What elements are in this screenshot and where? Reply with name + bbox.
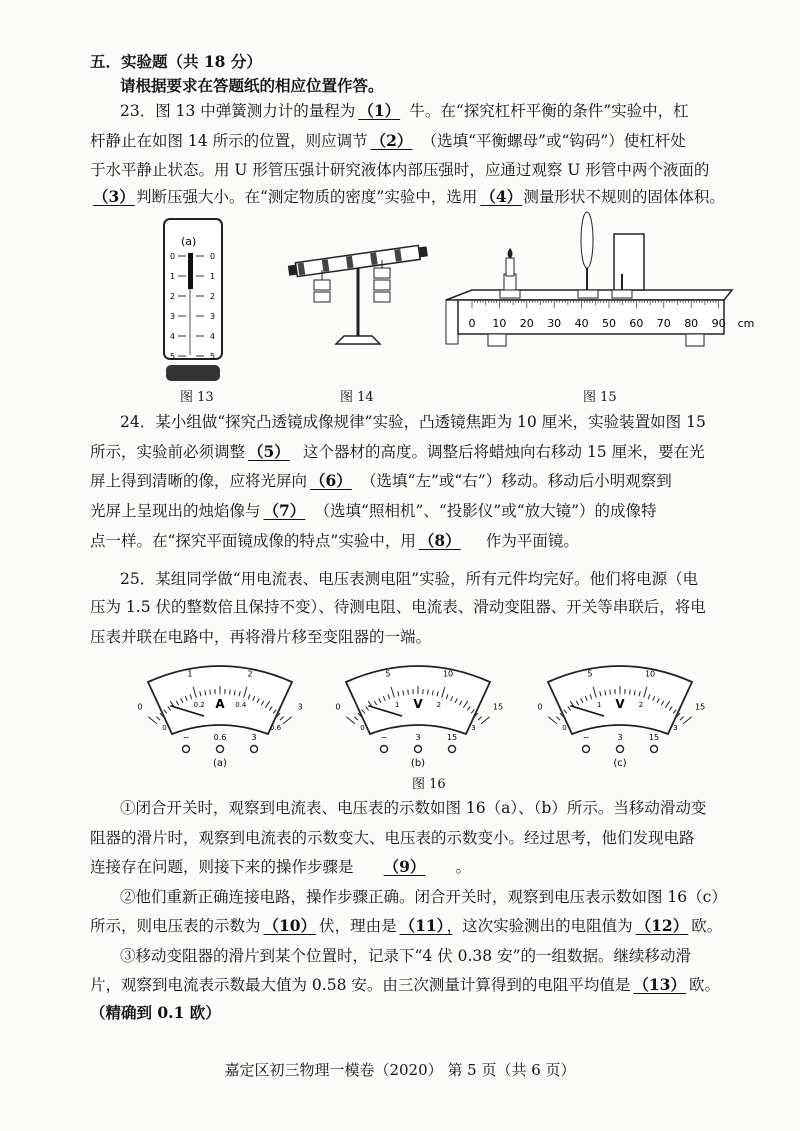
bench-scale-label: 20 xyxy=(519,317,534,330)
meter-bottom-tick: 0.6 xyxy=(269,724,282,733)
meter-bottom-tick: 0 xyxy=(562,724,567,733)
meter-bottom-tick: 3 xyxy=(673,724,678,733)
spring-scale-tick-right: 5 xyxy=(210,352,216,361)
meter-bottom-tick: 0.4 xyxy=(235,701,247,710)
bench-scale-label: 30 xyxy=(547,317,562,330)
q25-text: 连接存在问题，则接下来的操作步骤是 xyxy=(90,858,354,876)
meter-bottom-tick: 1 xyxy=(394,701,400,710)
q24-line-1: 24．某小组做“探究凸透镜成像规律”实验，凸透镜焦距为 10 厘米，实验装置如图 15 xyxy=(120,413,706,431)
q25-line-2: 压为 1.5 伏的整数倍且保持不变）、待测电阻、电流表、滑动变阻器、开关等串联后，将电 xyxy=(90,598,706,616)
bench-scale-label: 10 xyxy=(492,317,507,330)
meter-a-ammeter xyxy=(137,656,303,769)
q23-text: 杆静止在如图 14 所示的位置，则应调节 xyxy=(90,132,368,150)
q24-text: 作为平面镜。 xyxy=(485,532,579,550)
page-footer: 嘉定区初三物理一模卷（2020） 第 5 页（共 6 页） xyxy=(224,1061,576,1079)
q23-text: 23．图 13 中弹簧测力计的量程为 xyxy=(120,102,356,120)
meter-terminal-label: 3 xyxy=(251,733,257,742)
spring-scale-tick-left: 3 xyxy=(170,312,176,321)
meter-top-tick: 2 xyxy=(247,669,253,679)
q24-text: 点一样。在“探究平面镜成像的特点”实验中，用 xyxy=(90,532,416,550)
figure-13-label: (a) xyxy=(181,235,197,248)
q24-text: 光屏上呈现出的烛焰像与 xyxy=(90,502,261,520)
blank-6: （6） xyxy=(310,471,352,490)
q23-text: 测量形状不规则的固体体积。 xyxy=(523,188,725,206)
meter-bottom-tick: 3 xyxy=(471,724,476,733)
blank-13: （13） xyxy=(633,975,686,994)
meter-label: (a) xyxy=(213,758,227,769)
section-instruction: 请根据要求在答题纸的相应位置作答。 xyxy=(120,76,384,95)
q24-text: 所示，实验前必须调整 xyxy=(90,443,246,461)
q24-line-4 xyxy=(90,501,657,521)
q25-part2-line-1: ②他们重新正确连接电路，操作步骤正确。闭合开关时，观察到电压表示数如图 16（c） xyxy=(120,888,727,906)
q24-line-3 xyxy=(90,471,672,491)
q23-text: 判断压强大小。在“测定物质的密度”实验中，选用 xyxy=(136,188,478,206)
meter-terminal-label: − xyxy=(182,733,190,742)
meter-terminal-label: 15 xyxy=(446,733,458,742)
q25-part1-line-1: ①闭合开关时，观察到电流表、电压表的示数如图 16（a）、（b）所示。当移动滑动变 xyxy=(120,799,707,817)
spring-scale-tick-left: 0 xyxy=(170,252,176,261)
bench-scale-label: 0 xyxy=(468,317,476,330)
q23-line-2 xyxy=(90,131,686,151)
q25-text: 。 xyxy=(455,858,472,876)
spring-scale-tick-left: 2 xyxy=(170,292,176,301)
blank-4: （4） xyxy=(480,187,523,206)
q25-part3-line-2 xyxy=(90,975,720,995)
meter-c-voltmeter xyxy=(537,656,706,769)
q25-line-1: 25．某组同学做“用电流表、电压表测电阻”实验，所有元件均完好。他们将电源（电 xyxy=(120,570,699,588)
q25-part2-line-2 xyxy=(90,916,722,936)
q24-text: （选填“左”或“右”）移动。移动后小明观察到 xyxy=(361,472,672,490)
meter-bottom-tick: 0 xyxy=(162,724,167,733)
bench-scale-label: cm xyxy=(737,317,755,330)
q23-line-1 xyxy=(120,101,689,121)
spring-scale-tick-right: 1 xyxy=(210,272,216,281)
meter-terminal-label: − xyxy=(582,733,590,742)
meter-terminal-label: 3 xyxy=(617,733,623,742)
spring-scale-tick-left: 5 xyxy=(170,352,176,361)
spring-scale-tick-right: 4 xyxy=(210,332,216,341)
meter-b-voltmeter xyxy=(335,656,504,769)
blank-1: （1） xyxy=(358,101,401,120)
meter-top-tick: 15 xyxy=(493,702,504,712)
q24-line-2 xyxy=(90,442,705,462)
bench-scale-label: 60 xyxy=(629,317,644,330)
figure-14-lever xyxy=(288,232,428,352)
q25-part3-line-3: （精确到 0.1 欧） xyxy=(90,1003,221,1022)
figure-16-caption: 图 16 xyxy=(412,777,446,792)
q24-text: 这个器材的高度。调整后将蜡烛向右移动 15 厘米，要在光 xyxy=(303,443,705,461)
bench-scale-label: 90 xyxy=(711,317,726,330)
meter-bottom-tick: 0 xyxy=(360,724,365,733)
q25-text: 欧。 xyxy=(688,976,720,994)
blank-9: （9） xyxy=(383,857,426,876)
meter-top-tick: 0 xyxy=(137,702,143,712)
spring-scale-tick-right: 3 xyxy=(210,312,216,321)
blank-2: （2） xyxy=(370,131,413,150)
q25-text: 欧。 xyxy=(691,917,723,935)
q24-line-5 xyxy=(90,531,579,551)
figure-15-caption: 图 15 xyxy=(583,390,617,405)
bench-scale-label: 80 xyxy=(684,317,699,330)
figure-13-spring-scale xyxy=(160,215,226,385)
meter-terminal-label: 0.6 xyxy=(213,733,227,742)
meter-top-tick: 5 xyxy=(385,669,391,679)
bench-scale-label: 50 xyxy=(602,317,616,330)
q25-part1-line-2: 阻器的滑片时，观察到电流表的示数变大、电压表的示数变小。经过思考，他们发现电路 xyxy=(90,829,695,847)
blank-12: （12） xyxy=(635,916,689,935)
meter-bottom-tick: 1 xyxy=(596,701,602,710)
blank-3: （3） xyxy=(93,187,135,206)
q25-text: 所示，则电压表的示数为 xyxy=(90,917,261,935)
meter-top-tick: 1 xyxy=(187,669,193,679)
meter-top-tick: 3 xyxy=(297,702,303,712)
meter-top-tick: 10 xyxy=(644,669,656,679)
meter-top-tick: 5 xyxy=(587,669,593,679)
meter-unit-letter: V xyxy=(413,697,423,711)
q23-line-4 xyxy=(90,187,725,207)
meter-label: (c) xyxy=(613,758,627,769)
spring-scale-tick-left: 1 xyxy=(170,272,176,281)
meter-terminal-label: 3 xyxy=(415,733,421,742)
q24-text: 屏上得到清晰的像，应将光屏向 xyxy=(90,472,308,490)
blank-10: （10） xyxy=(263,916,317,935)
meter-bottom-tick: 0.2 xyxy=(193,701,205,710)
q25-part1-line-3 xyxy=(90,857,471,877)
spring-scale-tick-right: 0 xyxy=(210,252,216,261)
q23-line-3: 于水平静止状态。用 U 形管压强计研究液体内部压强时，应通过观察 U 形管中两个液面的 xyxy=(90,161,710,179)
q23-text: （选填“平衡螺母”或“钩码”）使杠杆处 xyxy=(421,132,686,150)
meter-top-tick: 10 xyxy=(442,669,454,679)
meter-top-tick: 15 xyxy=(695,702,706,712)
meter-label: (b) xyxy=(410,758,426,769)
meter-bottom-tick: 2 xyxy=(436,701,442,710)
q25-text: 片，观察到电流表示数最大值为 0.58 安。由三次测量计算得到的电阻平均值是 xyxy=(90,976,631,994)
figure-15-optical-bench xyxy=(442,212,755,352)
bench-scale-label: 40 xyxy=(574,317,589,330)
spring-scale-tick-right: 2 xyxy=(210,292,216,301)
meter-bottom-tick: 2 xyxy=(638,701,644,710)
meter-unit-letter: A xyxy=(215,697,225,711)
q25-line-3: 压表并联在电路中，再将滑片移至变阻器的一端。 xyxy=(90,628,432,646)
meter-top-tick: 0 xyxy=(335,702,341,712)
blank-5: （5） xyxy=(248,442,290,461)
section-title: 五．实验题（共 18 分） xyxy=(90,52,262,71)
q25-part3-line-1: ③移动变阻器的滑片到某个位置时，记录下“4 伏 0.38 安”的一组数据。继续移动滑 xyxy=(120,947,692,965)
meter-terminal-label: 15 xyxy=(648,733,660,742)
q25-text: 伏，理由是 xyxy=(319,917,397,935)
blank-8: （8） xyxy=(418,531,461,550)
figure-14-caption: 图 14 xyxy=(340,390,374,405)
meter-top-tick: 0 xyxy=(537,702,543,712)
blank-11: （11） xyxy=(399,916,453,935)
blank-7: （7） xyxy=(263,501,306,520)
q23-text: 牛。在“探究杠杆平衡的条件”实验中，杠 xyxy=(409,102,689,120)
q25-text: ，这次实验测出的电阻值为 xyxy=(446,917,633,935)
q24-text: （选填“照相机”、“投影仪”或“放大镜”）的成像特 xyxy=(314,502,657,520)
meter-terminal-label: − xyxy=(380,733,388,742)
bench-scale-label: 70 xyxy=(656,317,671,330)
spring-scale-tick-left: 4 xyxy=(170,332,176,341)
meter-unit-letter: V xyxy=(615,697,625,711)
figure-13-caption: 图 13 xyxy=(180,390,214,405)
